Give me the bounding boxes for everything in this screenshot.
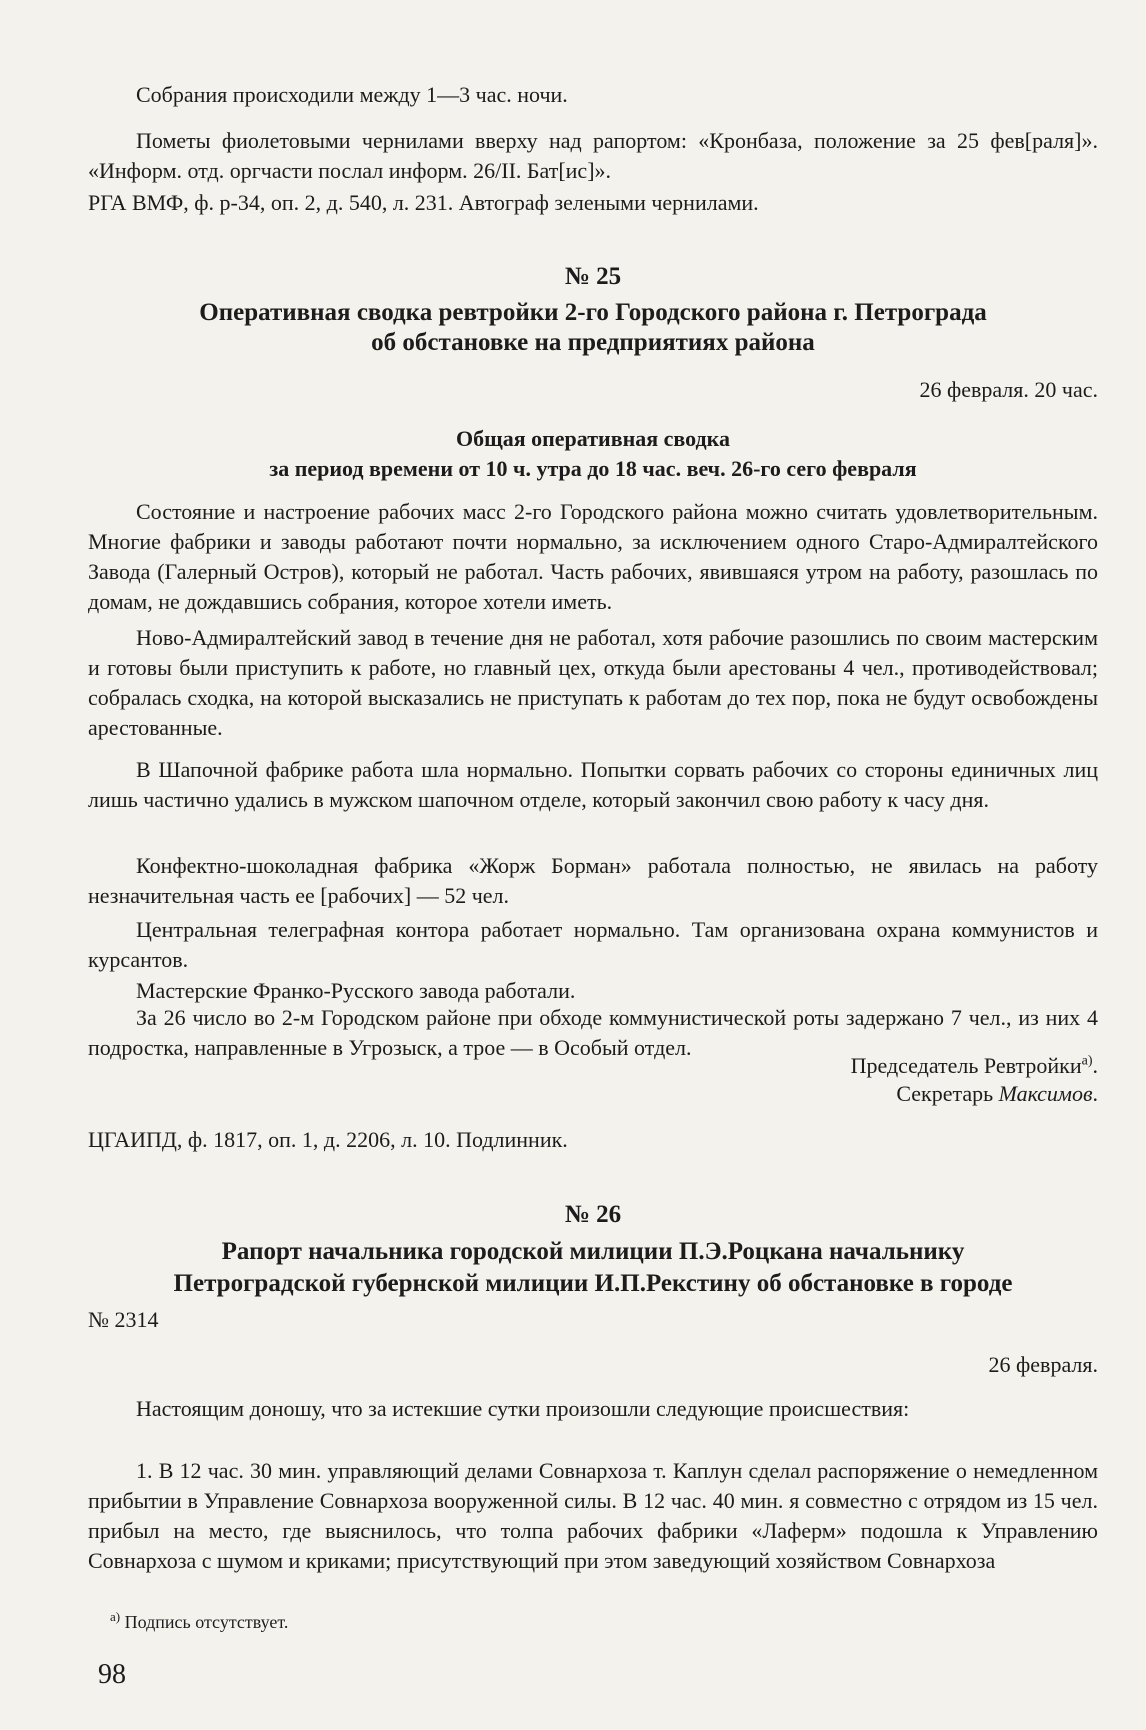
summary-subtitle-line2: за период времени от 10 ч. утра до 18 час. веч. 26-го сего февраля <box>269 456 917 481</box>
document-title-25-line2: об обстановке на предприятиях района <box>371 329 815 356</box>
signature-chair-title: Председатель Ревтройки <box>850 1053 1082 1078</box>
footnote-marker: а) <box>1081 1053 1093 1069</box>
signature-secretary-name: Максимов <box>998 1081 1093 1106</box>
report-paragraph: Центральная телеграфная контора работает нормально. Там организована охрана коммунистов и курсантов. <box>88 917 1098 972</box>
signature-secretary-label: Секретарь <box>896 1081 994 1106</box>
document-title-26-line1: Рапорт начальника городской милиции П.Э.Роцкана начальнику <box>221 1238 965 1265</box>
report-paragraph: Состояние и настроение рабочих масс 2-го Городского района можно считать удовлетворительным. Многие фабрики и заводы работают почти нормально, за исключением одного Старо-Адмиралтейского Завода (Галерный Остров), который не работал. Часть рабочих, явившаяся утром на работу, разошлась по домам, не дождавшись собрания, которое хотели иметь. <box>88 499 1098 614</box>
report-paragraph: Конфектно-шоколадная фабрика «Жорж Борман» работала полностью, не явилась на работу незначительная часть ее [рабочих] — 52 чел. <box>88 853 1098 908</box>
meetings-note: Собрания происходили между 1—3 час. ночи. <box>136 82 568 107</box>
page-number: 98 <box>98 1659 126 1690</box>
document-date-25: 26 февраля. 20 час. <box>919 377 1098 402</box>
report-paragraph: Мастерские Франко-Русского завода работали. <box>136 978 576 1003</box>
report-paragraph: За 26 число во 2-м Городском районе при обходе коммунистической роты задержано 7 чел., из них 4 подростка, направленные в Угрозыск, а трое — в Особый отдел. <box>88 1005 1098 1060</box>
document-title-26-line2: Петроградской губернской милиции И.П.Рекстину об обстановке в городе <box>173 1270 1013 1297</box>
document-date-26: 26 февраля. <box>988 1352 1098 1377</box>
report-paragraph: Ново-Адмиралтейский завод в течение дня не работал, хотя рабочие разошлись по своим мастерским и готовы были приступить к работе, но главный цех, откуда были арестованы 4 чел., противодействовал; собралась сходка, на которой высказались не приступать к работам до тех пор, пока не будут освобождены арестованные. <box>88 625 1098 740</box>
signature-chair: Председатель Ревтройки$^{а)}$. <box>850 1053 1098 1078</box>
document-title-25-line1: Оперативная сводка ревтройки 2-го Городского района г. Петрограда <box>199 299 987 326</box>
report-paragraph: 1. В 12 час. 30 мин. управляющий делами Совнархоза т. Каплун сделал распоряжение о немедленном прибытии в Управление Совнархоза вооруженной силы. В 12 час. 40 мин. я совместно с отрядом из 15 чел. прибыл на место, где выяснилось, что толпа рабочих фабрики «Лаферм» подошла к Управлению Совнархоза с шумом и криками; присутствующий при этом заведующий хозяйством Совнархоза <box>88 1458 1098 1573</box>
report-paragraph: Настоящим доношу, что за истекшие сутки произошли следующие происшествия: <box>136 1396 910 1421</box>
source-reference-24: РГА ВМФ, ф. р-34, оп. 2, д. 540, л. 231. Автограф зелеными чернилами. <box>88 190 759 215</box>
report-paragraph: В Шапочной фабрике работа шла нормально. Попытки сорвать рабочих со стороны единичных лиц лишь частично удались в мужском шапочном отделе, который закончил свою работу к часу дня. <box>88 757 1098 812</box>
footnote <box>110 1607 710 1637</box>
document-ref-number: № 2314 <box>88 1307 159 1332</box>
summary-subtitle-line1: Общая оперативная сводка <box>456 426 730 451</box>
source-reference-25: ЦГАИПД, ф. 1817, оп. 1, д. 2206, л. 10. Подлинник. <box>88 1127 568 1152</box>
footnote-mark: а) <box>110 1609 121 1624</box>
footnote-text: Подпись отсутствует. <box>124 1612 289 1632</box>
document-number-25: № 25 <box>564 263 622 290</box>
signature-secretary-period: . <box>1092 1081 1098 1106</box>
document-number-26: № 26 <box>564 1201 622 1228</box>
signature-secretary <box>88 1079 1098 1109</box>
archival-marks-note: Пометы фиолетовыми чернилами вверху над рапортом: «Кронбаза, положение за 25 фев[раля]». «Информ. отд. оргчасти послал информ. 26/II. Бат[ис]». <box>88 128 1098 183</box>
